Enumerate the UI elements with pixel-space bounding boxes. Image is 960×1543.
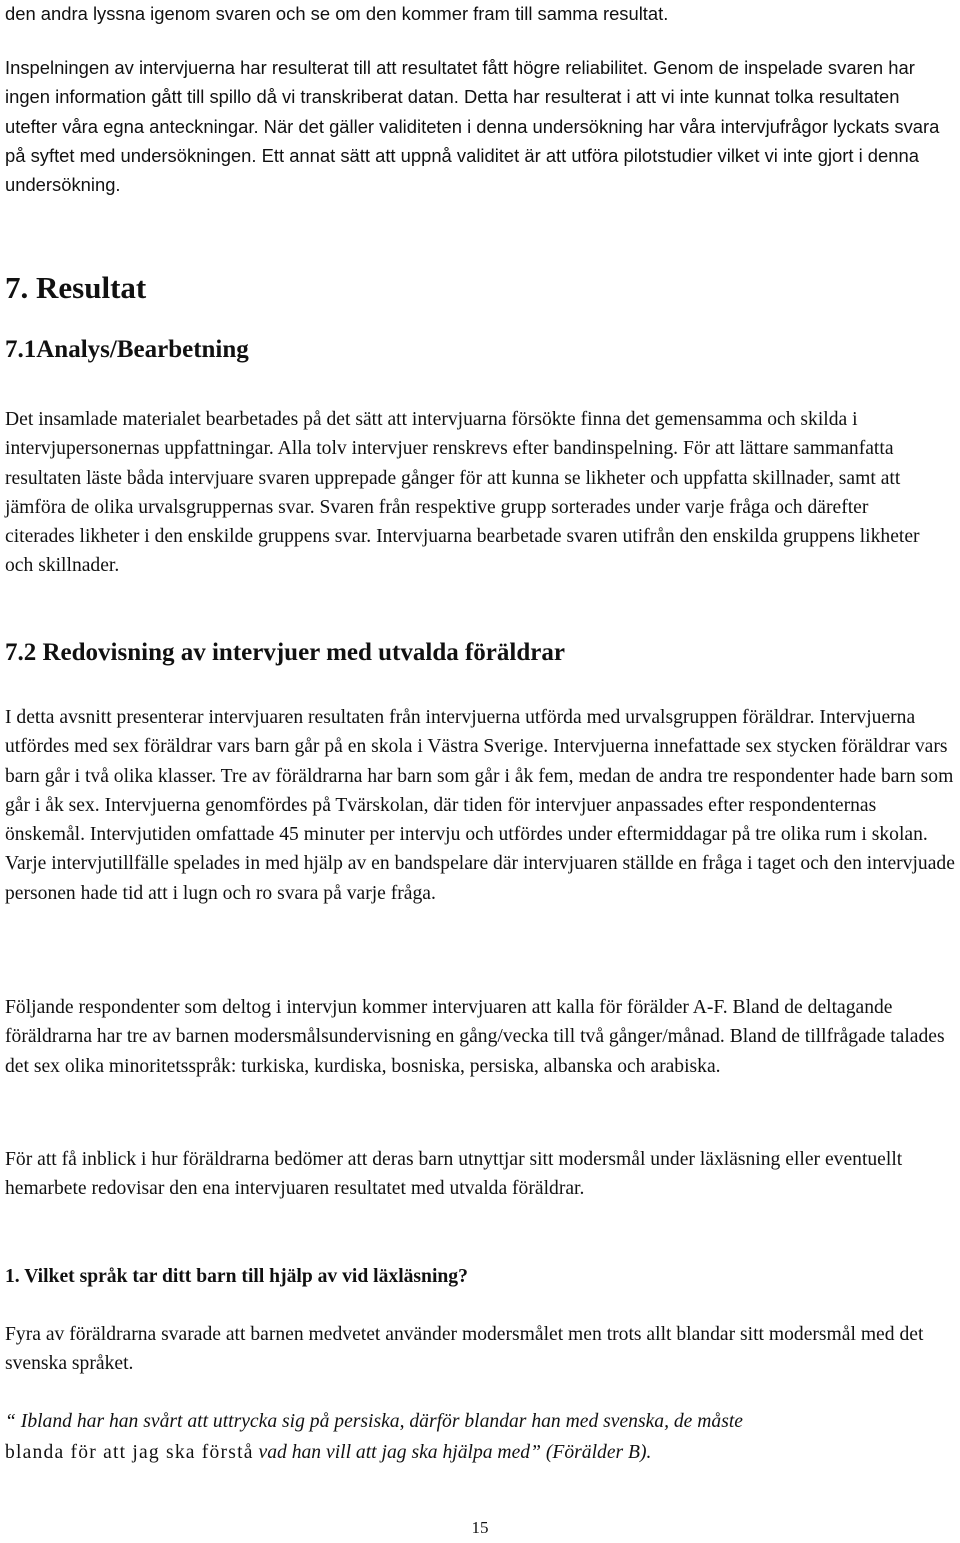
paragraph-intro: den andra lyssna igenom svaren och se om den kommer fram till samma resultat. [5, 3, 669, 24]
quote-part-3: vad han vill att jag ska hjälpa med” (Förälder B). [253, 1442, 652, 1463]
quote-part-1: “ Ibland har han svårt att uttrycka sig på persiska, därför blandar han med svenska, de måste [5, 1411, 743, 1432]
heading-analys: 7.1Analys/Bearbetning [5, 336, 249, 363]
page-number: 15 [471, 1518, 489, 1537]
quote-foralder-b [5, 1406, 960, 1468]
paragraph-redovisning: I detta avsnitt presenterar intervjuaren resultaten från intervjuerna utförda med urvalsgruppen föräldrar. Intervjuerna utfördes med sex föräldrar vars barn går på en skola i Västra Sverige. Intervjuerna innefattade sex stycken föräldrar vars barn går i två olika klasser. Tre av föräldrarna har barn som går i åk fem, medan de andra tre respondenter hade barn som går i åk sex. Intervjuerna genomfördes på Tvärskolan, där tiden för intervjuer anpassades efter respondenternas önskemål. Intervjutiden omfattade 45 minuter per intervju och utfördes under eftermiddagar på tre olika rum i skolan. Varje intervjutillfälle spelades in med hjälp av en bandspelare där intervjuaren ställde en fråga i taget och den intervjuade personen hade tid att i lugn och ro svara på varje fråga. [5, 707, 955, 904]
paragraph-svar: Fyra av föräldrarna svarade att barnen medvetet använder modersmålet men trots allt blandar sitt modersmål med det svenska språket. [5, 1324, 924, 1375]
paragraph-reliability: Inspelningen av intervjuerna har resulterat till att resultatet fått högre reliabilitet. Genom de inspelade svaren har ingen information gått till spillo då vi transkriberat datan. Detta har resulterat i att vi inte kunnat tolka resultaten utefter våra egna anteckningar. När det gäller validiteten i denna undersökning har våra intervjufrågor lyckats svara på syftet med undersökningen. Ett annat sätt att uppnå validitet är att utföra pilotstudier vilket vi inte gjort i denna undersökning. [5, 57, 940, 196]
quote-part-2: blanda för att jag ska förstå [5, 1442, 254, 1463]
paragraph-respondenter: Följande respondenter som deltog i intervjun kommer intervjuaren att kalla för förälder A-F. Bland de deltagande föräldrarna har tre av barnen modersmålsundervisning en gång/vecka till två gånger/månad. Bland de tillfrågade talades det sex olika minoritetsspråk: turkiska, kurdiska, bosniska, persiska, albanska och arabiska. [5, 997, 945, 1077]
paragraph-analys: Det insamlade materialet bearbetades på det sätt att intervjuarna försökte finna det gemensamma och skilda i intervjupersonernas uppfattningar. Alla tolv intervjuer renskrevs efter bandinspelning. För att lättare sammanfatta resultaten läste båda intervjuare svaren upprepade gånger för att kunna se likheter och uppfatta skillnader, samt att jämföra de olika urvalsgruppernas svar. Svaren från respektive grupp sorterades under varje fråga och därefter citerades likheter i den enskilde gruppens svar. Intervjuarna bearbetade svaren utifrån den enskilda gruppens likheter och skillnader. [5, 409, 920, 577]
question-1: 1. Vilket språk tar ditt barn till hjälp av vid läxläsning? [5, 1266, 468, 1287]
paragraph-inblick: För att få inblick i hur föräldrarna bedömer att deras barn utnyttjar sitt modersmål under läxläsning eller eventuellt hemarbete redovisar den ena intervjuaren resultatet med utvalda föräldrar. [5, 1149, 903, 1200]
heading-resultat: 7. Resultat [5, 270, 147, 305]
heading-redovisning: 7.2 Redovisning av intervjuer med utvalda föräldrar [5, 639, 565, 666]
